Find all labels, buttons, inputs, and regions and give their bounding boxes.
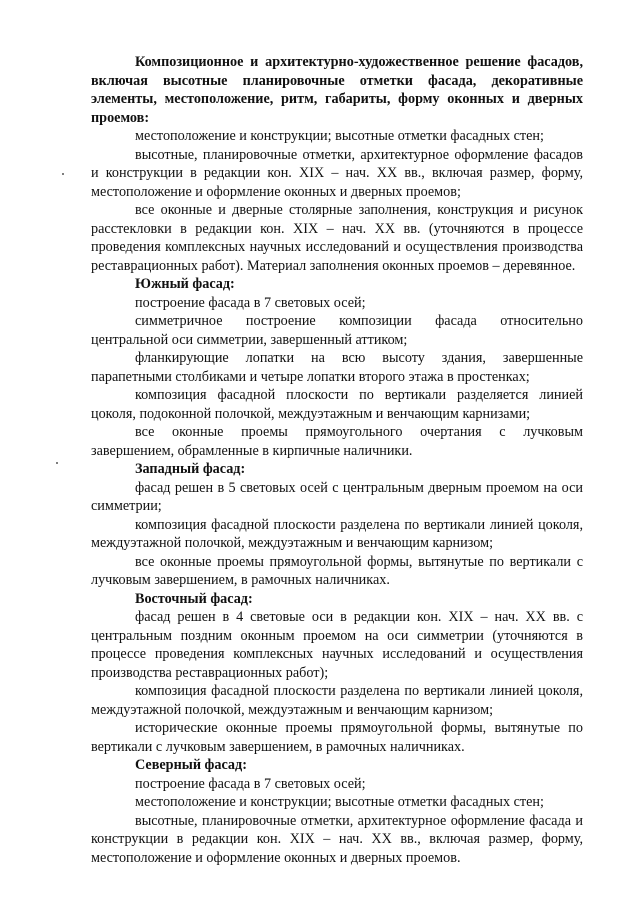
- paragraph: композиция фасадной плоскости разделена по вертикали линией цоколя, междуэтажной полочкой, междуэтажным и венчающим карнизом;: [91, 683, 583, 718]
- paragraph: симметричное построение композиции фасада относительно центральной оси симметрии, завершенный аттиком;: [91, 313, 583, 348]
- east-facade-title: Восточный фасад:: [135, 590, 253, 607]
- paragraph: построение фасада в 7 световых осей;: [135, 294, 366, 311]
- scan-speck: [56, 462, 58, 464]
- paragraph: построение фасада в 7 световых осей;: [135, 775, 366, 792]
- paragraph: фланкирующие лопатки на всю высоту здания, завершенные парапетными столбиками и четыре лопатки второго этажа в простенках;: [91, 350, 583, 385]
- paragraph: высотные, планировочные отметки, архитектурное оформление фасада и конструкции в редакции кон. XIX – нач. XX вв., включая размер, форму, местоположение и оформление оконных и дверных проемов.: [91, 812, 583, 866]
- paragraph: композиция фасадной плоскости по вертикали разделяется линией цоколя, подоконной полочкой, междуэтажным и венчающим карнизами;: [91, 387, 583, 422]
- paragraph: высотные, планировочные отметки, архитектурное оформление фасадов и конструкции в редакции кон. XIX – нач. XX вв., включая размер, форму, местоположение и оформление оконных и дверных проемов;: [91, 146, 583, 200]
- intro-list: [91, 127, 583, 275]
- paragraph: все оконные проемы прямоугольной формы, вытянутые по вертикали с лучковым завершением, в рамочных наличниках.: [91, 553, 583, 588]
- paragraph: местоположение и конструкции; высотные отметки фасадных стен;: [135, 128, 544, 144]
- paragraph: фасад решен в 4 световые оси в редакции кон. XIX – нач. XX вв. с центральным поздним оконным проемом на оси симметрии (уточняются в процессе проведения комплексных научных исследований и осуществления производства реставрационных работ);: [91, 609, 583, 681]
- west-facade-title: Западный фасад:: [135, 461, 246, 477]
- paragraph: исторические оконные проемы прямоугольной формы, вытянутые по вертикали с лучковым завершением, в рамочных наличниках.: [91, 720, 583, 755]
- section-heading: Композиционное и архитектурно-художественное решение фасадов, включая высотные планировочные отметки фасада, декоративные элементы, местоположение, ритм, габариты, форму оконных и дверных проемов:: [91, 54, 583, 126]
- paragraph: все оконные проемы прямоугольного очертания с лучковым завершением, обрамленные в кирпичные наличники.: [91, 424, 583, 459]
- paragraph: местоположение и конструкции; высотные отметки фасадных стен;: [135, 794, 544, 810]
- document-page: [91, 53, 583, 867]
- paragraph: композиция фасадной плоскости разделена по вертикали линией цоколя, междуэтажной полочкой, междуэтажным и венчающим карнизом;: [91, 516, 583, 551]
- paragraph: все оконные и дверные столярные заполнения, конструкция и рисунок расстекловки в редакции кон. XIX – нач. XX вв. (уточняются в процессе проведения комплексных научных исследований и осуществления производства реставрационных работ). Материал заполнения оконных проемов – деревянное.: [91, 202, 583, 274]
- south-facade-title: Южный фасад:: [135, 276, 235, 292]
- scan-speck: [62, 173, 64, 175]
- paragraph: фасад решен в 5 световых осей с центральным дверным проемом на оси симметрии;: [91, 479, 583, 514]
- north-facade-title: Северный фасад:: [135, 757, 247, 773]
